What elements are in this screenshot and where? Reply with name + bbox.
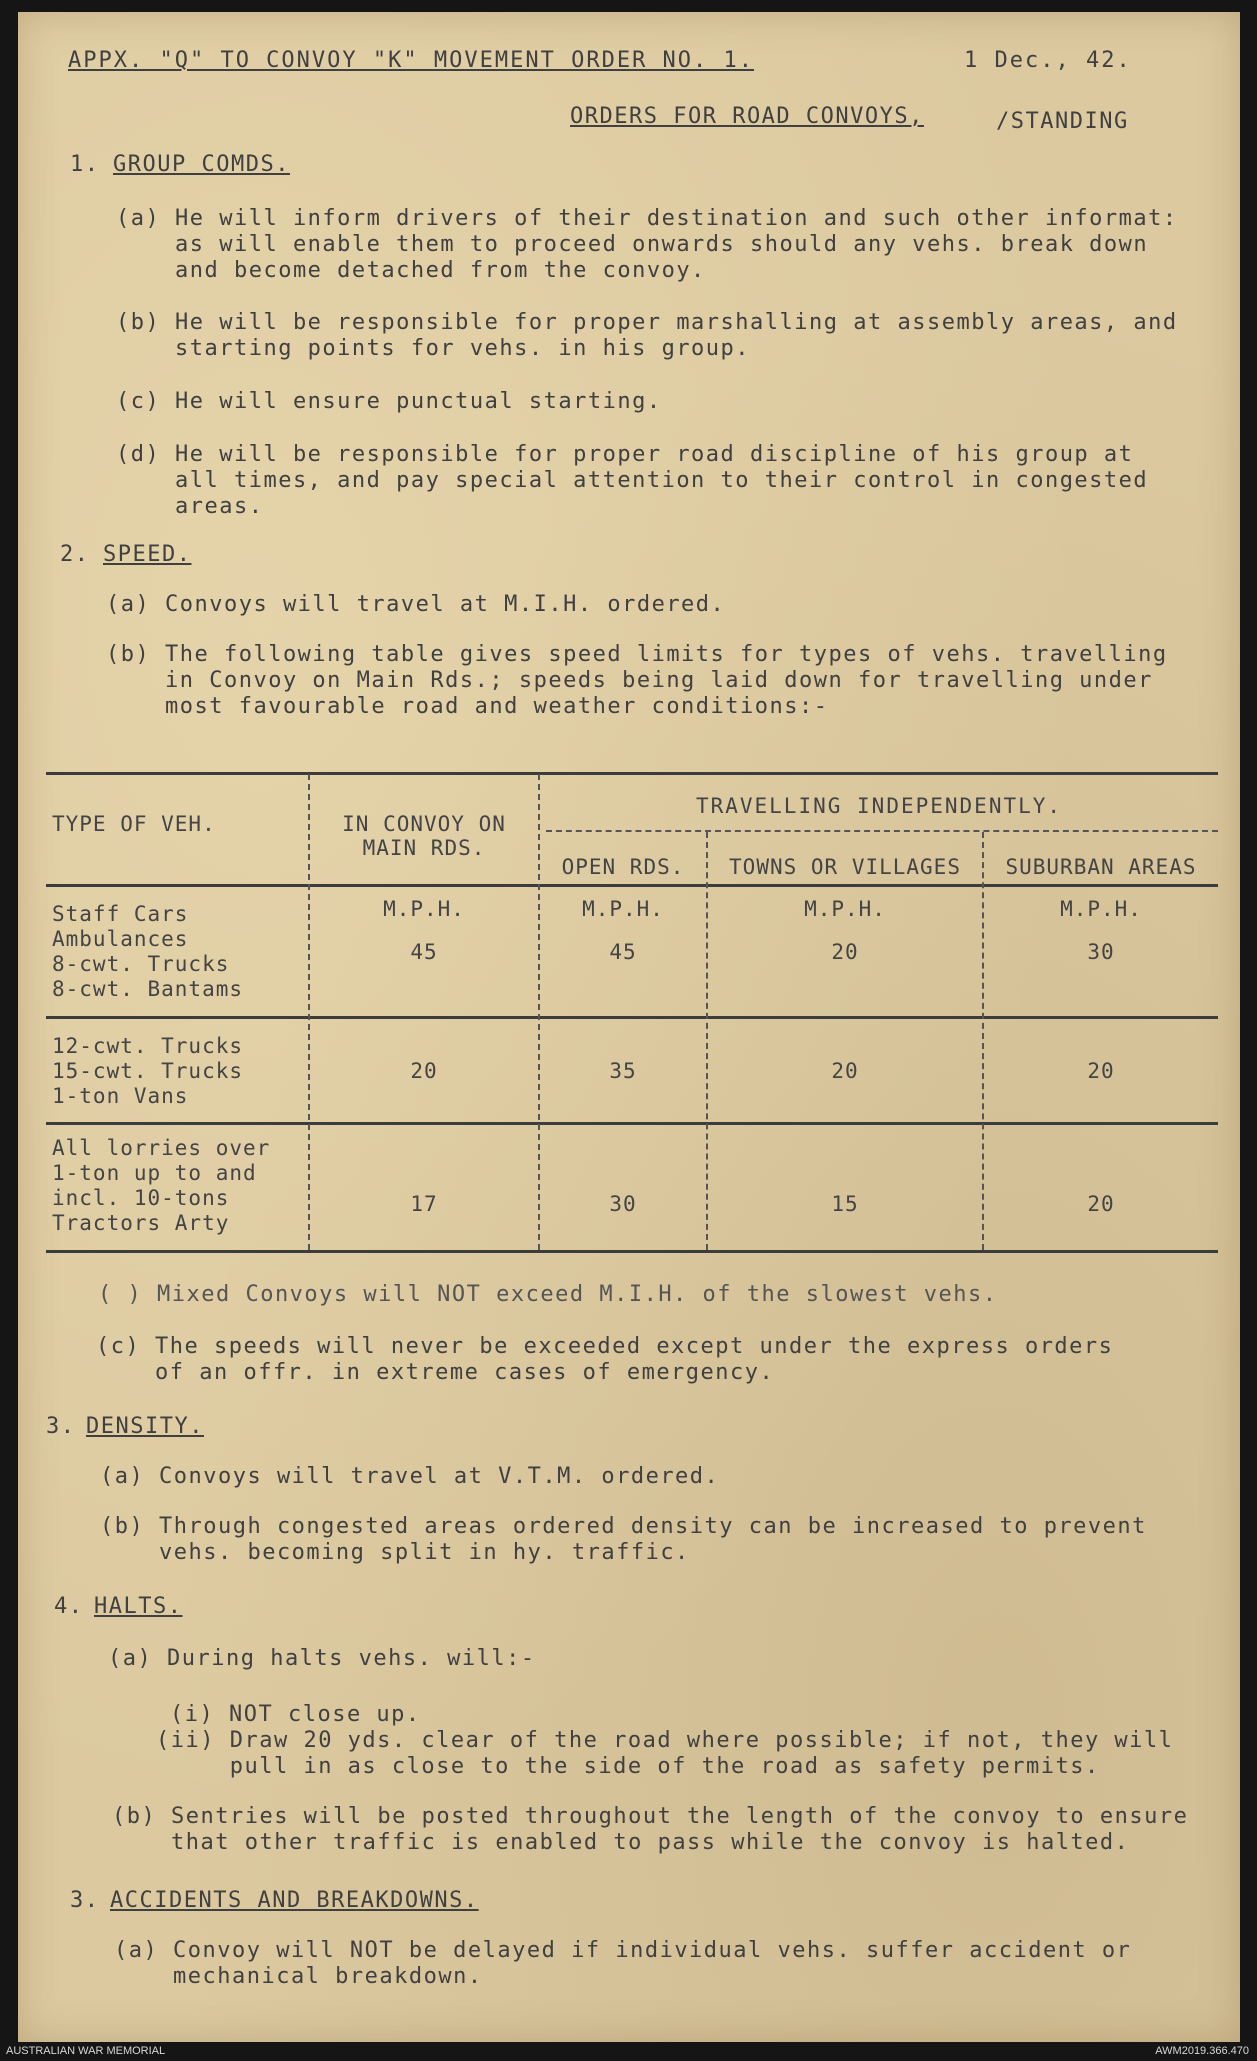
- archive-footer: [0, 2042, 1257, 2061]
- row-2-type-3: 1-ton Vans: [52, 1084, 189, 1108]
- row-2-type-1: 12-cwt. Trucks: [52, 1034, 244, 1058]
- s2-c-line-1: (c) The speeds will never be exceeded except under the express orders: [96, 1334, 1114, 1359]
- row-1-towns-speed: 20: [831, 940, 859, 964]
- row-1-type-3: 8-cwt. Trucks: [52, 952, 230, 976]
- s2-mixed-convoys: ( ) Mixed Convoys will NOT exceed M.I.H. of the slowest vehs.: [98, 1282, 998, 1307]
- s1-c-line-1: (c) He will ensure punctual starting.: [116, 389, 662, 414]
- s2-b-line-1: (b) The following table gives speed limits for types of vehs. travelling: [106, 642, 1168, 667]
- section-5-heading: ACCIDENTS AND BREAKDOWNS.: [110, 1888, 479, 1913]
- header-suburban-areas: SUBURBAN AREAS: [1005, 855, 1197, 879]
- document-date: 1 Dec., 42.: [964, 48, 1132, 73]
- s4-a-line: (a) During halts vehs. will:-: [108, 1646, 536, 1671]
- s1-a-line-1: (a) He will inform drivers of their destination and such other informat:: [116, 206, 1178, 231]
- row-2-type-2: 15-cwt. Trucks: [52, 1059, 244, 1083]
- s3-a-line: (a) Convoys will travel at V.T.M. ordered.: [100, 1464, 720, 1489]
- s2-b-line-3: most favourable road and weather conditions:-: [106, 694, 829, 719]
- row-3-towns-speed: 15: [831, 1192, 859, 1216]
- row-2-bottom-rule: [46, 1122, 1218, 1125]
- s1-b-line-2: starting points for vehs. in his group.: [116, 336, 751, 361]
- s3-b-line-1: (b) Through congested areas ordered density can be increased to prevent: [100, 1514, 1147, 1539]
- col-divider-2: [538, 774, 540, 1250]
- s4-ii-line-2: pull in as close to the side of the road as safety permits.: [156, 1754, 1100, 1779]
- footer-institution: AUSTRALIAN WAR MEMORIAL: [6, 2045, 166, 2057]
- section-2-heading: SPEED.: [103, 542, 192, 567]
- s4-b-line-2: that other traffic is enabled to pass while the convoy is halted.: [112, 1830, 1130, 1855]
- s2-a-line: (a) Convoys will travel at M.I.H. ordered.: [106, 592, 726, 617]
- s5-a-line-1: (a) Convoy will NOT be delayed if individual vehs. suffer accident or: [114, 1938, 1132, 1963]
- header-open-rds: OPEN RDS.: [561, 855, 685, 879]
- row-1-open-speed: 45: [609, 940, 637, 964]
- row-1-type-4: 8-cwt. Bantams: [52, 977, 244, 1001]
- row-3-convoy-speed: 17: [410, 1192, 438, 1216]
- row-2-open-speed: 35: [609, 1059, 637, 1083]
- header-convoy-line-1: IN CONVOY ON: [342, 812, 506, 836]
- section-5-number: 3.: [70, 1888, 100, 1913]
- row-3-type-1: All lorries over: [52, 1136, 271, 1160]
- s5-a-line-2: mechanical breakdown.: [114, 1964, 483, 1989]
- col-divider-4: [982, 832, 984, 1250]
- s4-b-line-1: (b) Sentries will be posted throughout the length of the convoy to ensure: [112, 1804, 1189, 1829]
- row-3-open-speed: 30: [609, 1192, 637, 1216]
- table-bottom-rule: [46, 1250, 1218, 1253]
- row-1-convoy-unit: M.P.H.: [383, 897, 465, 921]
- row-3-suburban-speed: 20: [1087, 1192, 1115, 1216]
- row-3-type-2: 1-ton up to and: [52, 1161, 257, 1185]
- row-2-convoy-speed: 20: [410, 1059, 438, 1083]
- section-4-number: 4.: [54, 1594, 84, 1619]
- s1-d-line-3: areas.: [116, 494, 264, 519]
- appendix-title: APPX. "Q" TO CONVOY "K" MOVEMENT ORDER NO. 1.: [68, 48, 755, 73]
- section-2-number: 2.: [60, 542, 90, 567]
- section-3-heading: DENSITY.: [86, 1414, 204, 1439]
- header-towns-villages: TOWNS OR VILLAGES: [729, 855, 961, 879]
- document-page: [18, 12, 1240, 2042]
- table-top-rule: [46, 772, 1218, 775]
- row-3-type-3: incl. 10-tons: [52, 1186, 230, 1210]
- section-3-number: 3.: [46, 1414, 76, 1439]
- s1-b-line-1: (b) He will be responsible for proper marshalling at assembly areas, and: [116, 310, 1178, 335]
- document-subtitle: ORDERS FOR ROAD CONVOYS,: [570, 104, 924, 129]
- s3-b-line-2: vehs. becoming split in hy. traffic.: [100, 1540, 690, 1565]
- header-convoy-line-2: MAIN RDS.: [362, 836, 486, 860]
- row-3-type-4: Tractors Arty: [52, 1211, 230, 1235]
- s4-i-line: (i) NOT close up.: [170, 1702, 421, 1727]
- s1-d-line-2: all times, and pay special attention to their control in congested: [116, 468, 1149, 493]
- row-2-suburban-speed: 20: [1087, 1059, 1115, 1083]
- footer-reference: AWM2019.366.470: [1155, 2045, 1249, 2057]
- s1-a-line-2: as will enable them to proceed onwards should any vehs. break down: [116, 232, 1149, 257]
- section-1-number: 1.: [70, 152, 100, 177]
- s1-a-line-3: and become detached from the convoy.: [116, 258, 706, 283]
- s2-c-line-2: of an offr. in extreme cases of emergency.: [96, 1360, 775, 1385]
- row-2-towns-speed: 20: [831, 1059, 859, 1083]
- header-type-of-veh: TYPE OF VEH.: [52, 812, 216, 836]
- row-1-convoy-speed: 45: [410, 940, 438, 964]
- row-1-suburban-unit: M.P.H.: [1060, 897, 1142, 921]
- row-1-suburban-speed: 30: [1087, 940, 1115, 964]
- col-divider-3: [706, 832, 708, 1250]
- header-bottom-rule: [46, 884, 1218, 887]
- s1-d-line-1: (d) He will be responsible for proper road discipline of his group at: [116, 442, 1134, 467]
- row-1-type-2: Ambulances: [52, 927, 189, 951]
- row-1-bottom-rule: [46, 1016, 1218, 1019]
- s4-ii-line-1: (ii) Draw 20 yds. clear of the road where possible; if not, they will: [156, 1728, 1174, 1753]
- row-1-open-unit: M.P.H.: [582, 897, 664, 921]
- section-1-heading: GROUP COMDS.: [113, 152, 290, 177]
- row-1-towns-unit: M.P.H.: [804, 897, 886, 921]
- group-header-rule: [546, 830, 1218, 832]
- header-travelling-independently: TRAVELLING INDEPENDENTLY.: [695, 794, 1063, 818]
- s2-b-line-2: in Convoy on Main Rds.; speeds being laid down for travelling under: [106, 668, 1153, 693]
- section-4-heading: HALTS.: [94, 1594, 183, 1619]
- standing-label: /STANDING: [996, 109, 1129, 134]
- row-1-type-1: Staff Cars: [52, 902, 189, 926]
